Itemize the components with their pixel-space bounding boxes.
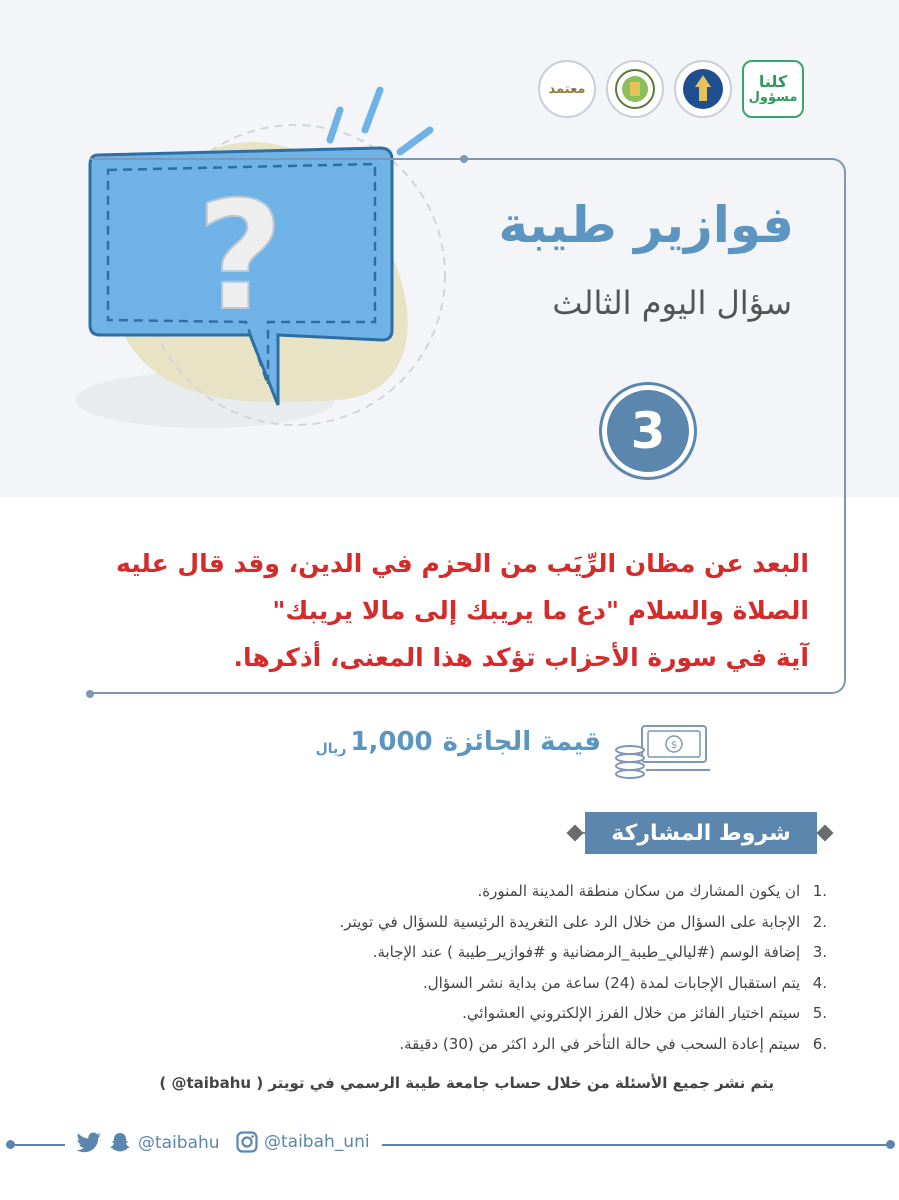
item-number: 4.: [812, 973, 827, 992]
list-item: [227, 998, 827, 1029]
list-item: [227, 968, 827, 999]
svg-text:$: $: [670, 740, 678, 751]
kulluna-text: كلنا: [758, 71, 788, 91]
question-line-2: الصلاة والسلام "دع ما يريبك إلى مالا يريبك": [272, 596, 809, 625]
kulluna-masool-logo: [742, 60, 804, 118]
taibah-university-logo: [674, 60, 732, 118]
footer-line-right: [382, 1144, 890, 1146]
item-number: 6.: [812, 1034, 827, 1053]
footer-dot-right: [886, 1140, 895, 1149]
conditions-title: شروط المشاركة: [585, 812, 817, 854]
prize-currency: ريال: [315, 741, 347, 757]
twitter-handle[interactable]: @taibahu: [138, 1133, 220, 1153]
item-number: 5.: [812, 1004, 827, 1022]
item-text: الإجابة على السؤال من خلال الرد على التغريدة الرئيسية للسؤال في تويتر.: [339, 912, 801, 931]
list-item: [227, 937, 827, 968]
conditions-diamond-right: [817, 825, 834, 842]
association-logo: [606, 60, 664, 118]
question-line-3: آية في سورة الأحزاب تؤكد هذا المعنى، أذكرها.: [233, 643, 809, 672]
list-item: [227, 1029, 827, 1060]
accredited-logo: [538, 60, 596, 118]
item-number: 3.: [812, 943, 827, 961]
page-subtitle: سؤال اليوم الثالث: [552, 284, 792, 322]
item-number: 2.: [812, 912, 827, 931]
list-item: [227, 876, 827, 907]
frame-dot-top: [460, 155, 468, 163]
footer-dot-left: [6, 1140, 15, 1149]
instagram-link[interactable]: [236, 1131, 370, 1153]
question-text: [69, 540, 809, 681]
item-text: إضافة الوسم (#ليالي_طيبة_الرمضانية و #فوازير_طيبة ) عند الإجابة.: [372, 943, 801, 961]
list-item: [227, 907, 827, 938]
association-emblem-icon: [613, 67, 657, 111]
masool-text: مسؤول: [748, 89, 798, 105]
publication-note: يتم نشر جميع الأسئلة من خلال حساب جامعة طيبة الرسمي في تويتر ( taibahu@ ): [159, 1074, 774, 1092]
footer: [0, 1128, 899, 1162]
instagram-handle[interactable]: @taibah_uni: [264, 1132, 370, 1152]
conditions-diamond-left: [567, 825, 584, 842]
item-number: 1.: [812, 882, 827, 900]
day-number-badge: 3: [602, 385, 694, 477]
page-title: فوازير طيبة: [498, 196, 794, 254]
frame-dot-bottom: [86, 690, 94, 698]
twitter-snapchat-link[interactable]: [76, 1131, 220, 1155]
prize-amount: 1,000: [350, 727, 433, 757]
money-stack-icon: [612, 720, 712, 782]
accredited-logo-text: معتمد: [548, 81, 586, 97]
prize-value: [316, 727, 601, 757]
item-text: سيتم اختيار الفائز من خلال الفرز الإلكتروني العشوائي.: [462, 1004, 801, 1022]
prize-label: قيمة الجائزة: [442, 727, 601, 757]
svg-text:?: ?: [196, 170, 284, 344]
item-text: ان يكون المشارك من سكان منطقة المدينة المنورة.: [477, 882, 801, 900]
item-text: سيتم إعادة السحب في حالة التأخر في الرد اكثر من (30) دقيقة.: [399, 1034, 801, 1053]
item-text: يتم استقبال الإجابات لمدة (24) ساعة من بداية نشر السؤال.: [423, 973, 801, 992]
twitter-icon[interactable]: [76, 1132, 102, 1154]
snapchat-icon[interactable]: [108, 1131, 132, 1155]
partner-logos: [538, 60, 804, 118]
conditions-list: [227, 876, 827, 1059]
footer-line-left: [10, 1144, 65, 1146]
question-line-1: البعد عن مظان الرِّيَب من الحزم في الدين، وقد قال عليه: [116, 549, 809, 578]
taibah-emblem-icon: [681, 67, 725, 111]
instagram-icon[interactable]: [236, 1131, 258, 1153]
